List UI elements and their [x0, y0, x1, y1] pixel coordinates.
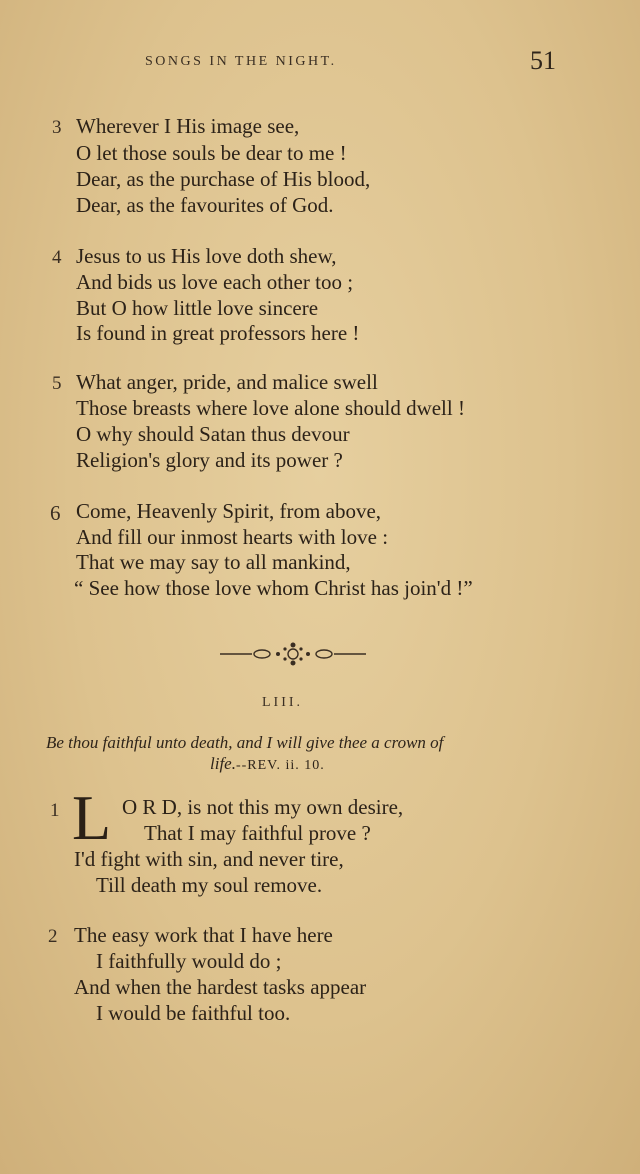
stanza-number: 5	[52, 373, 62, 394]
stanza-number: 3	[52, 117, 62, 138]
verse-line: I would be faithful too.	[96, 1001, 291, 1025]
verse-line: The easy work that I have here	[74, 923, 333, 947]
running-title: SONGS IN THE NIGHT.	[145, 54, 337, 69]
page-number: 51	[530, 46, 556, 75]
verse-line: And fill our inmost hearts with love :	[76, 525, 389, 549]
verse-line: O let those souls be dear to me !	[76, 141, 347, 165]
verse-line: And bids us love each other too ;	[76, 270, 354, 294]
verse-line: “ See how those love whom Christ has join'd !”	[74, 576, 473, 600]
drop-cap: L	[72, 782, 112, 853]
verse-line: I'd fight with sin, and never tire,	[74, 847, 344, 871]
verse-line: Come, Heavenly Spirit, from above,	[76, 499, 382, 523]
verse-line: O R D, is not this my own desire,	[122, 795, 404, 819]
verse-line: And when the hardest tasks appear	[74, 975, 367, 999]
stanza-number: 6	[50, 501, 61, 525]
verse-line: I faithfully would do ;	[96, 949, 282, 973]
verse-line: Till death my soul remove.	[96, 873, 323, 897]
stanza-number: 4	[52, 247, 62, 268]
verse-line: Wherever I His image see,	[76, 114, 300, 138]
verse-line: That we may say to all mankind,	[76, 550, 351, 574]
verse-line: Dear, as the purchase of His blood,	[76, 167, 371, 191]
verse-line: That I may faithful prove ?	[144, 821, 371, 845]
scripture-reference: --REV. ii. 10.	[235, 758, 325, 773]
verse-line: Religion's glory and its power ?	[76, 448, 343, 472]
stanza-number: 2	[48, 926, 58, 947]
verse-line: But O how little love sincere	[76, 296, 319, 320]
stanza-number: 1	[50, 800, 60, 821]
ornament-divider-icon	[218, 640, 368, 668]
epigraph-line-1: Be thou faithful unto death, and I will give thee a crown of	[46, 733, 444, 752]
verse-line: What anger, pride, and malice swell	[76, 370, 378, 394]
verse-line: Jesus to us His love doth shew,	[76, 244, 337, 268]
epigraph-text: life.	[210, 754, 236, 773]
epigraph-line-2	[210, 754, 325, 774]
hymn-number: LIII.	[262, 695, 304, 710]
verse-line: Dear, as the favourites of God.	[76, 193, 334, 217]
verse-line: O why should Satan thus devour	[76, 422, 350, 446]
verse-line: Is found in great professors here !	[76, 321, 360, 345]
page-header	[0, 48, 640, 78]
verse-line: Those breasts where love alone should dwell !	[76, 396, 465, 420]
